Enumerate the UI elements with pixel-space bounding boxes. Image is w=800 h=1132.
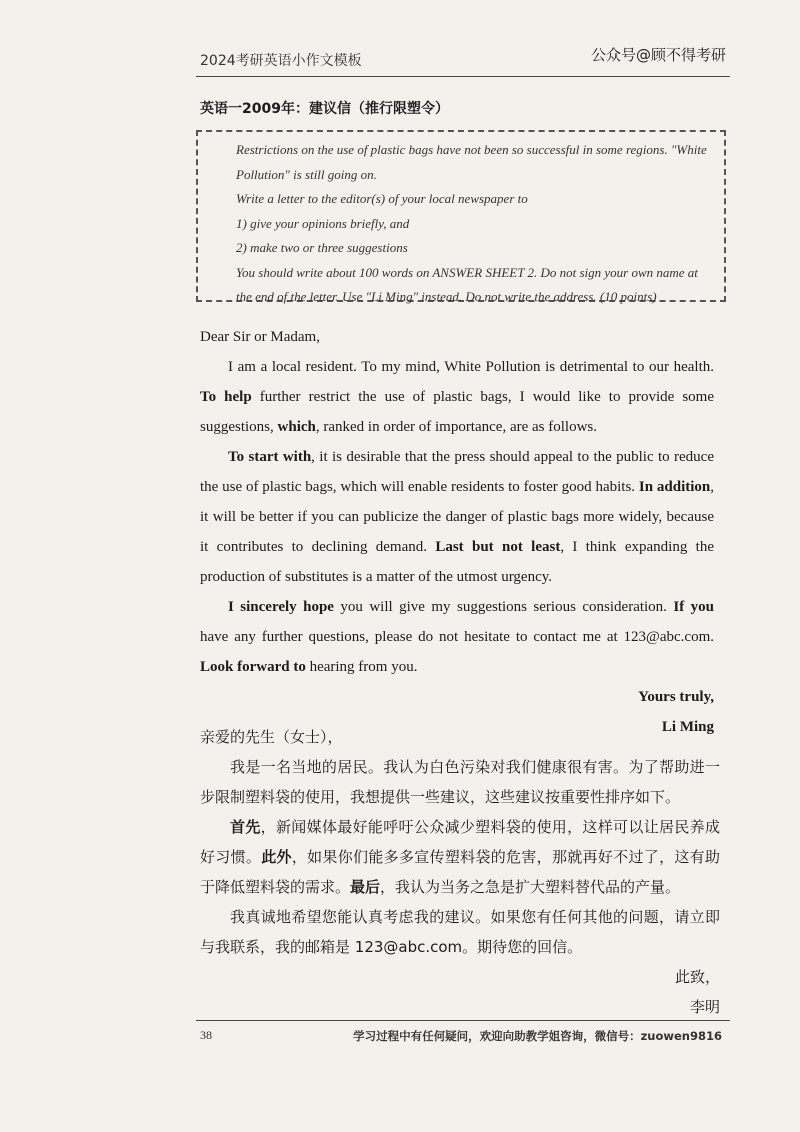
text-run: , I think expanding the production of substitutes is a matter of the utmost urgency.	[200, 539, 714, 585]
chinese-paragraph-1: 我是一名当地的居民。我认为白色污染对我们健康很有害。为了帮助进一步限制塑料袋的使用，我想提供一些建议，这些建议按重要性排序如下。	[200, 758, 720, 806]
footer-divider	[196, 1020, 730, 1021]
highlighted-phrase: To start with	[228, 449, 312, 465]
prompt-line: Write a letter to the editor(s) of your local newspaper to	[236, 191, 528, 206]
text-run: , it is desirable that the press should appeal to the public to reduce the use of plastic bags, which will enable residents to foster good habits.	[200, 449, 714, 495]
text-run: have any further questions, please do not hesitate to contact me at 123@abc.com.	[200, 629, 714, 645]
highlighted-phrase: In addition	[638, 479, 711, 495]
chinese-paragraph-3: 我真诚地希望您能认真考虑我的建议。如果您有任何其他的问题，请立即与我联系，我的邮箱是 123@abc.com。期待您的回信。	[200, 908, 720, 956]
text-run: , it will be better if you can publicize the danger of plastic bags more widely, because it contributes to declining demand.	[200, 479, 714, 555]
highlighted-phrase: Look forward to	[200, 659, 306, 675]
highlighted-phrase: 最后	[350, 878, 381, 896]
header-account: 公众号@顾不得考研	[590, 46, 726, 64]
prompt-line: Restrictions on the use of plastic bags have not been so successful in some regions. "White Pollution" is still going on.	[236, 142, 707, 182]
prompt-line: 2) make two or three suggestions	[236, 240, 408, 255]
chinese-closing: 此致，	[674, 968, 720, 986]
text-run: ，如果你们能多多宣传塑料袋的危害，那就再好不过了，这有助于降低塑料袋的需求。	[200, 848, 720, 896]
highlighted-phrase: which	[277, 419, 316, 435]
highlighted-phrase: Last but not least	[435, 539, 561, 555]
chinese-translation	[200, 722, 720, 1022]
writing-prompt-box	[196, 130, 726, 302]
english-salutation: Dear Sir or Madam,	[200, 329, 320, 345]
chinese-signature: 李明	[689, 998, 720, 1016]
chinese-paragraph-2	[200, 812, 720, 902]
section-title: 英语一2009年：建议信（推行限塑令）	[200, 101, 449, 117]
header-divider	[196, 76, 730, 77]
text-run: hearing from you.	[305, 659, 418, 675]
english-paragraph-3	[200, 592, 714, 682]
text-run: ，新闻媒体最好能呼吁公众减少塑料袋的使用，这样可以让居民养成好习惯。	[200, 818, 720, 866]
chinese-salutation: 亲爱的先生（女士），	[200, 728, 343, 746]
text-run: ，我认为当务之急是扩大塑料替代品的产量。	[380, 878, 681, 896]
english-letter	[200, 322, 714, 742]
highlighted-phrase: To help	[200, 389, 252, 405]
highlighted-phrase: If you	[673, 599, 714, 615]
english-closing: Yours truly,	[638, 689, 714, 705]
page-number: 38	[200, 1028, 212, 1042]
header-title: 2024考研英语小作文模板	[200, 53, 362, 69]
text-run: further restrict the use of plastic bags, I would like to provide some suggestions,	[200, 389, 715, 435]
highlighted-phrase: I sincerely hope	[228, 599, 334, 615]
english-signature: Li Ming	[661, 719, 714, 735]
english-paragraph-1	[200, 352, 714, 442]
footer-contact-note: 学习过程中有任何疑问，欢迎向助教学姐咨询，微信号：zuowen9816	[353, 1029, 722, 1043]
text-run: , ranked in order of importance, are as follows.	[315, 419, 598, 435]
prompt-line: 1) give your opinions briefly, and	[236, 215, 410, 231]
prompt-line: You should write about 100 words on ANSWER SHEET 2. Do not sign your own name at the end of the letter. Use "Li Ming" instead. Do not write the address. (10 points)	[236, 264, 698, 304]
text-run: you will give my suggestions serious consideration.	[333, 599, 674, 615]
highlighted-phrase: 此外	[261, 848, 292, 866]
text-run: I am a local resident. To my mind, White Pollution is detrimental to our health.	[228, 359, 714, 375]
english-paragraph-2	[200, 442, 714, 592]
highlighted-phrase: 首先	[230, 818, 261, 836]
